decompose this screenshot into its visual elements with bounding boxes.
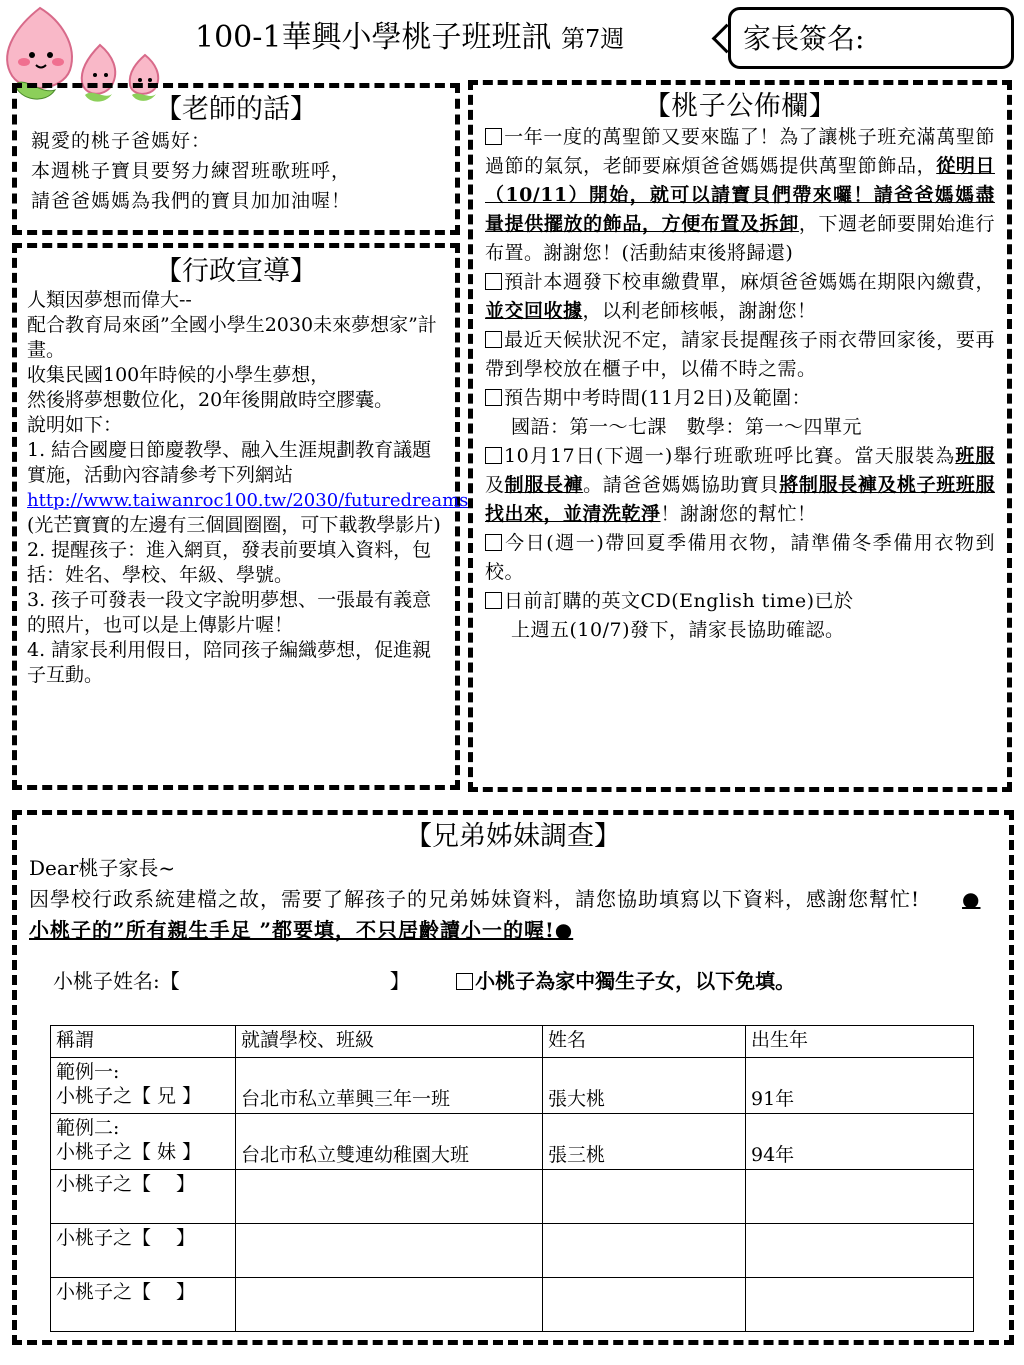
checkbox-icon[interactable] [485,331,502,348]
admin-item: 4. 請家長利用假日，陪同孩子編織夢想，促進親子互動。 [27,639,432,686]
parent-signature-box[interactable]: 家長簽名: [728,7,1014,69]
name-cell[interactable] [543,1224,746,1278]
checkbox-icon[interactable] [485,447,502,464]
name-cell[interactable] [543,1170,746,1224]
checkbox-icon[interactable] [485,273,502,290]
year-cell[interactable] [746,1224,974,1278]
bulletin-board-box [468,80,1012,792]
admin-item: (光芒寶寶的左邊有三個圓圈圈，可下載教學影片) [27,514,441,536]
notice-exam-scope: 國語：第一～七課 數學：第一～四單元 [511,416,863,438]
admin-box [12,243,469,790]
admin-text: 說明如下： [27,414,123,436]
only-child-checkbox[interactable] [456,973,473,990]
admin-item: 3. 孩子可發表一段文字說明夢想、一張最有義意的照片，也可以是上傳影片喔！ [27,589,432,636]
child-name-row: 小桃子姓名:【 】 小桃子為家中獨生子女，以下免填。 [53,969,796,993]
notice-cd: 日前訂購的英文CD(English time)已於 [485,587,995,616]
notice-contest: 10月17日(下週一)舉行班歌班呼比賽。當天服裝為班服及制服長褲。請爸爸媽媽協助寶貝將制服長褲及桃子班班服找出來，並清洗乾淨！謝謝您的幫忙！ [485,445,995,525]
table-header-row [51,1026,974,1058]
table-row: 範例二: 小桃子之【 妹 】 台北市私立雙連幼稚園大班 張三桃 94年 [51,1114,974,1170]
checkbox-icon[interactable] [485,534,502,551]
teacher-line: 親愛的桃子爸媽好： [31,130,212,152]
notice-bus-fee: 預計本週發下校車繳費單，麻煩爸爸媽媽在期限內繳費，並交回收據，以利老師核帳，謝謝您！ [485,271,995,322]
table-row: 小桃子之【 】 [51,1170,974,1224]
column-header: 就讀學校、班級 [236,1026,543,1058]
teacher-words-box [12,83,460,235]
checkbox-icon[interactable] [485,592,502,609]
page-title: 100-1華興小學桃子班班訊 第7週 [195,20,625,55]
admin-text: 然後將夢想數位化，20年後開啟時空膠囊。 [27,389,394,411]
column-header: 出生年 [746,1026,974,1058]
table-row: 範例一: 小桃子之【 兄 】 台北市私立華興三年一班 張大桃 91年 [51,1058,974,1114]
admin-item: 1. 結合國慶日節慶教學、融入生涯規劃教育議題實施，活動內容請參考下列網站 [27,439,432,486]
notice-halloween: 一年一度的萬聖節又要來臨了！為了讓桃子班充滿萬聖節過節的氣氛，老師要麻煩爸爸媽媽提供萬聖節飾品，從明日（10/11）開始，就可以請寶貝們帶來囉！請爸爸媽媽盡量提供擺放的飾品，方便布置及拆卸，下週老師要開始進行布置。謝謝您！(活動結束後將歸還) [485,126,995,264]
school-cell[interactable] [236,1278,543,1332]
column-header: 稱謂 [51,1026,236,1058]
school-cell[interactable] [236,1170,543,1224]
board-heading: 【桃子公佈欄】 [643,91,837,122]
column-header: 姓名 [543,1026,746,1058]
admin-text: 人類因夢想而偉大-- [27,289,192,311]
notice-raincoat: 最近天候狀況不定，請家長提醒孩子雨衣帶回家後，要再帶到學校放在櫃子中，以備不時之需。 [485,329,995,380]
year-cell[interactable] [746,1278,974,1332]
table-row: 小桃子之【 】 [51,1224,974,1278]
admin-text: 收集民國100年時候的小學生夢想， [27,364,330,386]
checkbox-icon[interactable] [485,128,502,145]
week-label: 第7週 [561,25,625,53]
sibling-table [50,1025,974,1332]
survey-greeting: Dear桃子家長~ [29,856,176,880]
admin-text: 配合教育局來函”全國小學生2030未來夢想家”計畫。 [27,314,437,361]
notice-cd-2: 上週五(10/7)發下，請家長協助確認。 [511,619,845,641]
notice-clothes: 今日(週一)帶回夏季備用衣物，請準備冬季備用衣物到校。 [485,532,995,583]
teacher-heading: 【老師的話】 [155,94,317,125]
year-cell[interactable] [746,1170,974,1224]
table-row: 小桃子之【 】 [51,1278,974,1332]
notice-exam: 預告期中考時間(11月2日)及範圍： [485,384,995,413]
school-cell[interactable] [236,1224,543,1278]
teacher-line: 請爸爸媽媽為我們的寶貝加加油喔！ [31,190,352,212]
name-cell[interactable] [543,1278,746,1332]
futuredreams-link[interactable]: http://www.taiwanroc100.tw/2030/futuredreams [27,490,469,511]
checkbox-icon[interactable] [485,389,502,406]
admin-item: 2. 提醒孩子：進入網頁，發表前要填入資料，包括：姓名、學校、年級、學號。 [27,539,432,586]
survey-heading: 【兄弟姊妹調查】 [405,821,621,852]
survey-intro: 因學校行政系統建檔之故，需要了解孩子的兄弟姊妹資料，請您協助填寫以下資料，感謝您幫忙! ●小桃子的”所有親生手足 ”都要填，不只居齡讀小一的喔!● [29,887,981,942]
admin-heading: 【行政宣導】 [155,256,317,287]
teacher-line: 本週桃子寶貝要努力練習班歌班呼， [31,160,352,182]
